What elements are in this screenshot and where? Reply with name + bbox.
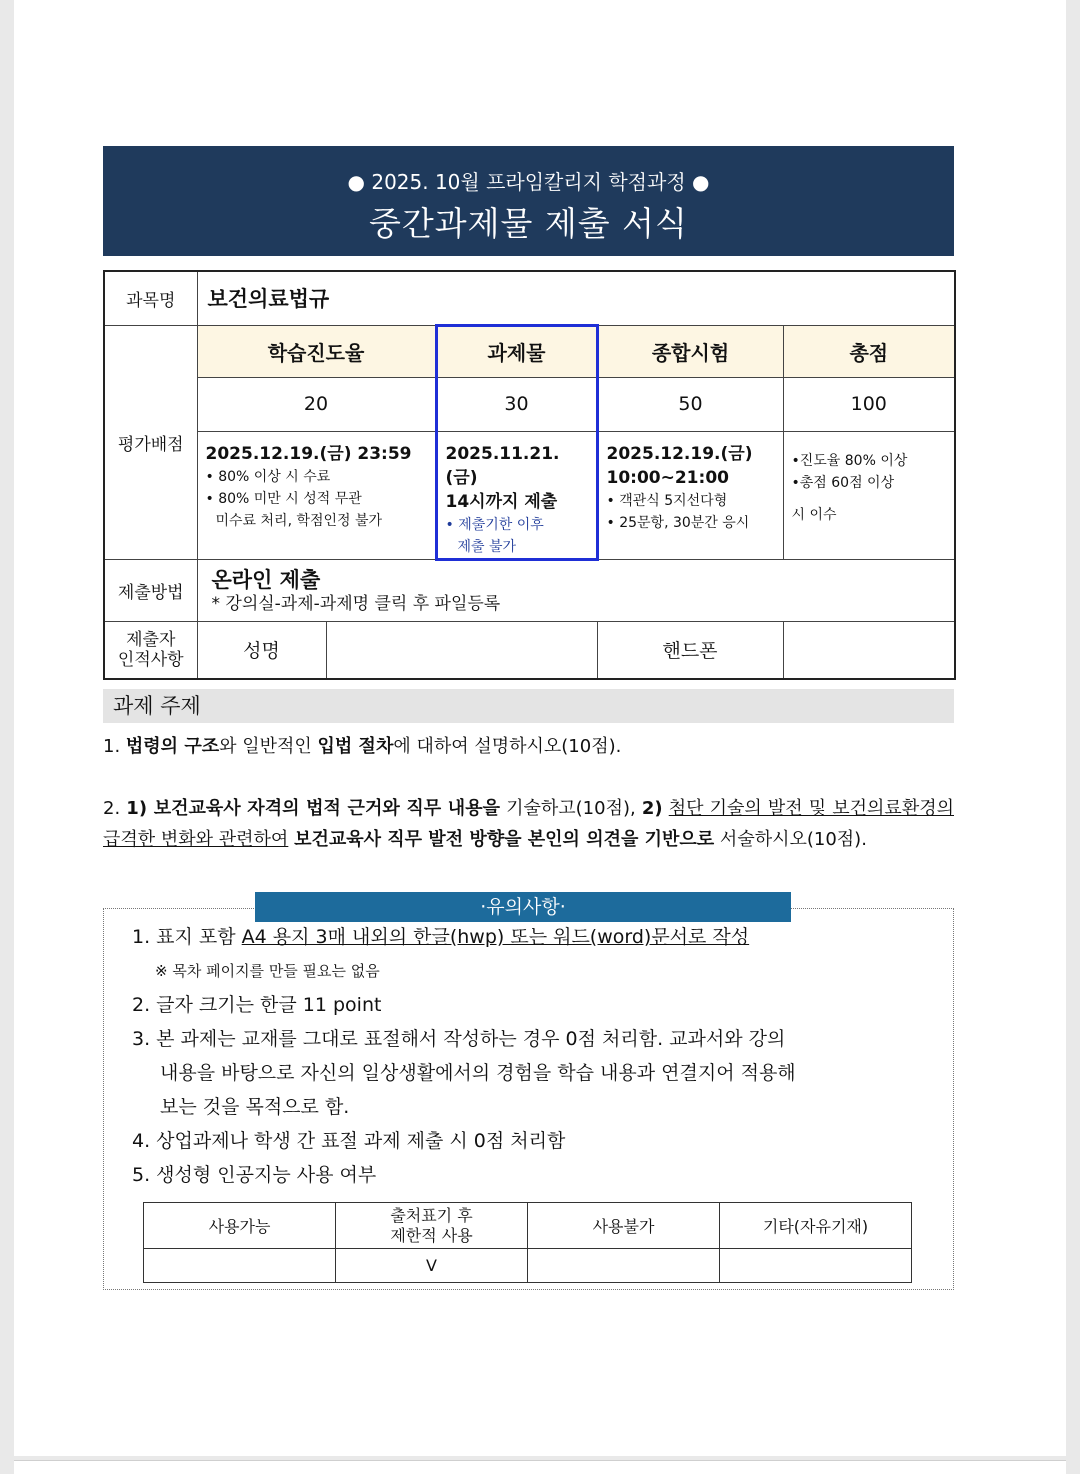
ai-value-prohibited[interactable]: [528, 1249, 720, 1283]
ai-header-allowed: 사용가능: [144, 1203, 336, 1249]
notes-title: ·유의사항·: [255, 892, 791, 922]
ai-value-limited[interactable]: V: [336, 1249, 528, 1283]
phone-label: 핸드폰: [597, 621, 783, 679]
submission-form-table: [103, 270, 956, 680]
note-3-line-3: 보는 것을 목적으로 함.: [160, 1096, 350, 1118]
topic-heading-bar: [103, 689, 954, 723]
header-progress: 학습진도율: [197, 325, 436, 377]
course-label: 과목명: [104, 271, 197, 325]
note-3-line-1: 3. 본 과제는 교재를 그대로 표절해서 작성하는 경우 0점 처리함. 교과서와 강의: [132, 1028, 786, 1050]
note-5: 5. 생성형 인공지능 사용 여부: [132, 1164, 377, 1186]
score-exam: 50: [597, 377, 783, 431]
ai-value-other[interactable]: [720, 1249, 912, 1283]
ai-header-prohibited: 사용불가: [528, 1203, 720, 1249]
note-1-sub: ※ 목차 페이지를 만들 필요는 없음: [155, 962, 380, 980]
ai-header-other: 기타(자유기재): [720, 1203, 912, 1249]
header-banner: [103, 146, 954, 256]
note-4: 4. 상업과제나 학생 간 표절 과제 제출 시 0점 처리함: [132, 1130, 566, 1152]
question-2: 2. 1) 보건교육사 자격의 법적 근거와 직무 내용을 기술하고(10점), 2) 첨단 기술의 발전 및 보건의료환경의 급격한 변화와 관련하여 보건교육사 직무 발전 방향을 본인의 의견을 기반으로 서술하시오(10점).: [103, 798, 954, 850]
detail-progress: 2025.12.19.(금) 23:59 • 80% 이상 시 수료 • 80% 미만 시 성적 무관 미수료 처리, 학점인정 불가: [197, 431, 436, 559]
topic-heading: 과제 주제: [113, 694, 201, 718]
ai-value-allowed[interactable]: [144, 1249, 336, 1283]
score-total: 100: [783, 377, 955, 431]
name-label: 성명: [197, 621, 326, 679]
evaluation-label: 평가배점: [104, 325, 197, 559]
header-exam: 종합시험: [597, 325, 783, 377]
banner-subtitle: ● 2025. 10월 프라임칼리지 학점과정 ●: [347, 170, 710, 194]
submitter-label: 제출자 인적사항: [104, 621, 197, 679]
ai-usage-table: [143, 1202, 912, 1283]
note-3-line-2: 내용을 바탕으로 자신의 일상생활에서의 경험을 학습 내용과 연결지어 적용해: [160, 1062, 796, 1084]
ai-header-limited: 출처표기 후 제한적 사용: [336, 1203, 528, 1249]
submission-detail: * 강의실-과제-과제명 클릭 후 파일등록: [211, 593, 501, 614]
question-1: 1. 법령의 구조와 일반적인 입법 절차에 대하여 설명하시오(10점).: [103, 736, 622, 757]
banner-title: 중간과제물 제출 서식: [369, 204, 688, 243]
course-value: 보건의료법규: [197, 271, 955, 325]
note-2: 2. 글자 크기는 한글 11 point: [132, 994, 382, 1016]
detail-assignment: 2025.11.21.(금) 14시까지 제출 • 제출기한 이후 제출 불가: [436, 431, 597, 559]
phone-field[interactable]: [783, 621, 955, 679]
note-1: 1. 표지 포함 A4 용지 3매 내외의 한글(hwp) 또는 워드(word)문서로 작성: [132, 926, 750, 948]
submission-method-cell: [197, 559, 955, 621]
detail-exam: 2025.12.19.(금) 10:00~21:00 • 객관식 5지선다형 • 25문항, 30분간 응시: [597, 431, 783, 559]
detail-total: •진도율 80% 이상 •총점 60점 이상 시 이수: [783, 431, 955, 559]
next-page-edge: [14, 1460, 1066, 1474]
name-field[interactable]: [326, 621, 597, 679]
header-total: 총점: [783, 325, 955, 377]
submission-label: 제출방법: [104, 559, 197, 621]
score-assignment: 30: [436, 377, 597, 431]
header-assignment: 과제물: [436, 325, 597, 377]
submission-method: 온라인 제출: [211, 567, 321, 592]
score-progress: 20: [197, 377, 436, 431]
